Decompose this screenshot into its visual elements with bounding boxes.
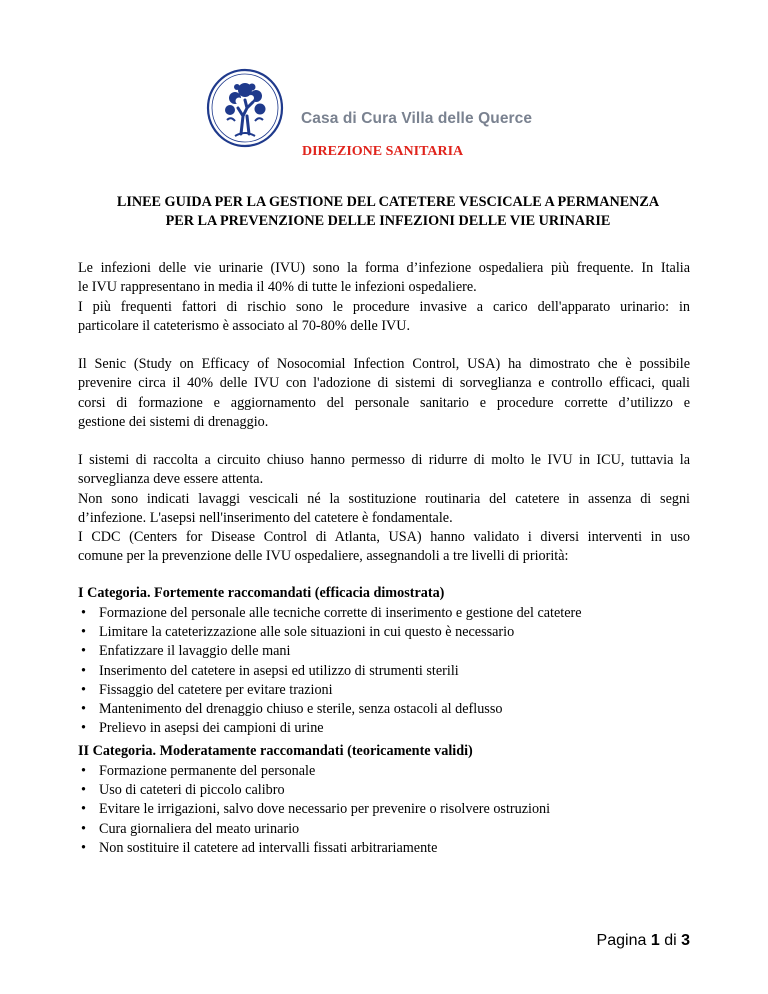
text-line: d’infezione. L'asepsi nell'inserimento del catetere è fondamentale. xyxy=(78,509,453,526)
text-line: I sistemi di raccolta a circuito chiuso hanno permesso di ridurre di molto le IVU in ICU, tuttavia la xyxy=(78,452,690,468)
text-line: Non sono indicati lavaggi vescicali né la sostituzione routinaria del catetere in assenza di segni xyxy=(78,490,690,507)
list-item: • Fissaggio del catetere per evitare trazioni xyxy=(78,681,718,700)
page-number xyxy=(597,932,690,950)
department-name: DIREZIONE SANITARIA xyxy=(302,144,464,159)
text-line: sorveglianza deve essere attenta. xyxy=(78,471,264,488)
category-2-list xyxy=(78,762,718,858)
text-line: Il Senic (Study on Efficacy of Nosocomial Infection Control, USA) ha dimostrato che è possibile xyxy=(78,356,690,372)
list-item: • Cura giornaliera del meato urinario xyxy=(78,820,718,839)
list-item: • Prelievo in asepsi dei campioni di urine xyxy=(78,719,718,738)
cdc-paragraph xyxy=(78,528,690,567)
text-line: prevenire circa il 40% delle IVU con l'adozione di sistemi di sorveglianza e controllo efficaci, quali xyxy=(78,375,690,392)
total-pages: 3 xyxy=(681,932,690,949)
document-title xyxy=(90,193,686,231)
page-word: Pagina xyxy=(596,932,647,949)
list-item: • Mantenimento del drenaggio chiuso e sterile, senza ostacoli al deflusso xyxy=(78,700,718,719)
text-line: corsi di formazione e aggiornamento del personale sanitario e procedure corrette d’utilizzo e xyxy=(78,394,690,411)
of-word: di xyxy=(664,932,677,949)
list-item: • Inserimento del catetere in asepsi ed utilizzo di strumenti sterili xyxy=(78,662,718,681)
title-line-1: LINEE GUIDA PER LA GESTIONE DEL CATETERE VESCICALE A PERMANENZA xyxy=(116,194,660,210)
list-item: • Formazione permanente del personale xyxy=(78,762,718,781)
oak-tree-seal-logo xyxy=(205,68,285,148)
category-1-heading: I Categoria. Fortemente raccomandati (efficacia dimostrata) xyxy=(78,585,445,601)
text-line: gestione dei sistemi di drenaggio. xyxy=(78,413,269,430)
category-1-list xyxy=(78,604,718,738)
list-item: • Enfatizzare il lavaggio delle mani xyxy=(78,642,718,661)
text-line: particolare il cateterismo è associato al 70-80% delle IVU. xyxy=(78,317,411,334)
list-item: • Uso di cateteri di piccolo calibro xyxy=(78,781,718,800)
text-line: le IVU rappresentano in media il 40% di tutte le infezioni ospedaliere. xyxy=(78,279,477,296)
category-2-heading: II Categoria. Moderatamente raccomandati (teoricamente validi) xyxy=(78,743,473,759)
clinic-name: Casa di Cura Villa delle Querce xyxy=(301,110,533,127)
senic-paragraph xyxy=(78,355,690,432)
list-item: • Non sostituire il catetere ad intervalli fissati arbitrariamente xyxy=(78,839,718,858)
current-page: 1 xyxy=(650,932,660,949)
title-line-2: PER LA PREVENZIONE DELLE INFEZIONI DELLE VIE URINARIE xyxy=(165,213,611,229)
list-item: • Formazione del personale alle tecniche corrette di inserimento e gestione del catetere xyxy=(78,604,718,623)
text-line: I CDC (Centers for Disease Control di Atlanta, USA) hanno validato i diversi interventi in uso xyxy=(78,529,690,545)
closed-system-paragraph xyxy=(78,451,690,528)
list-item: • Evitare le irrigazioni, salvo dove necessario per prevenire o risolvere ostruzioni xyxy=(78,800,718,819)
text-line: comune per la prevenzione delle IVU ospedaliere, assegnandoli a tre livelli di priorità: xyxy=(78,548,569,565)
list-item: • Limitare la cateterizzazione alle sole situazioni in cui questo è necessario xyxy=(78,623,718,642)
text-line: I più frequenti fattori di rischio sono le procedure invasive a carico dell'apparato urinario: in xyxy=(78,298,690,315)
intro-paragraph xyxy=(78,259,690,336)
text-line: Le infezioni delle vie urinarie (IVU) sono la forma d’infezione ospedaliera più frequente. In Italia xyxy=(78,260,690,276)
